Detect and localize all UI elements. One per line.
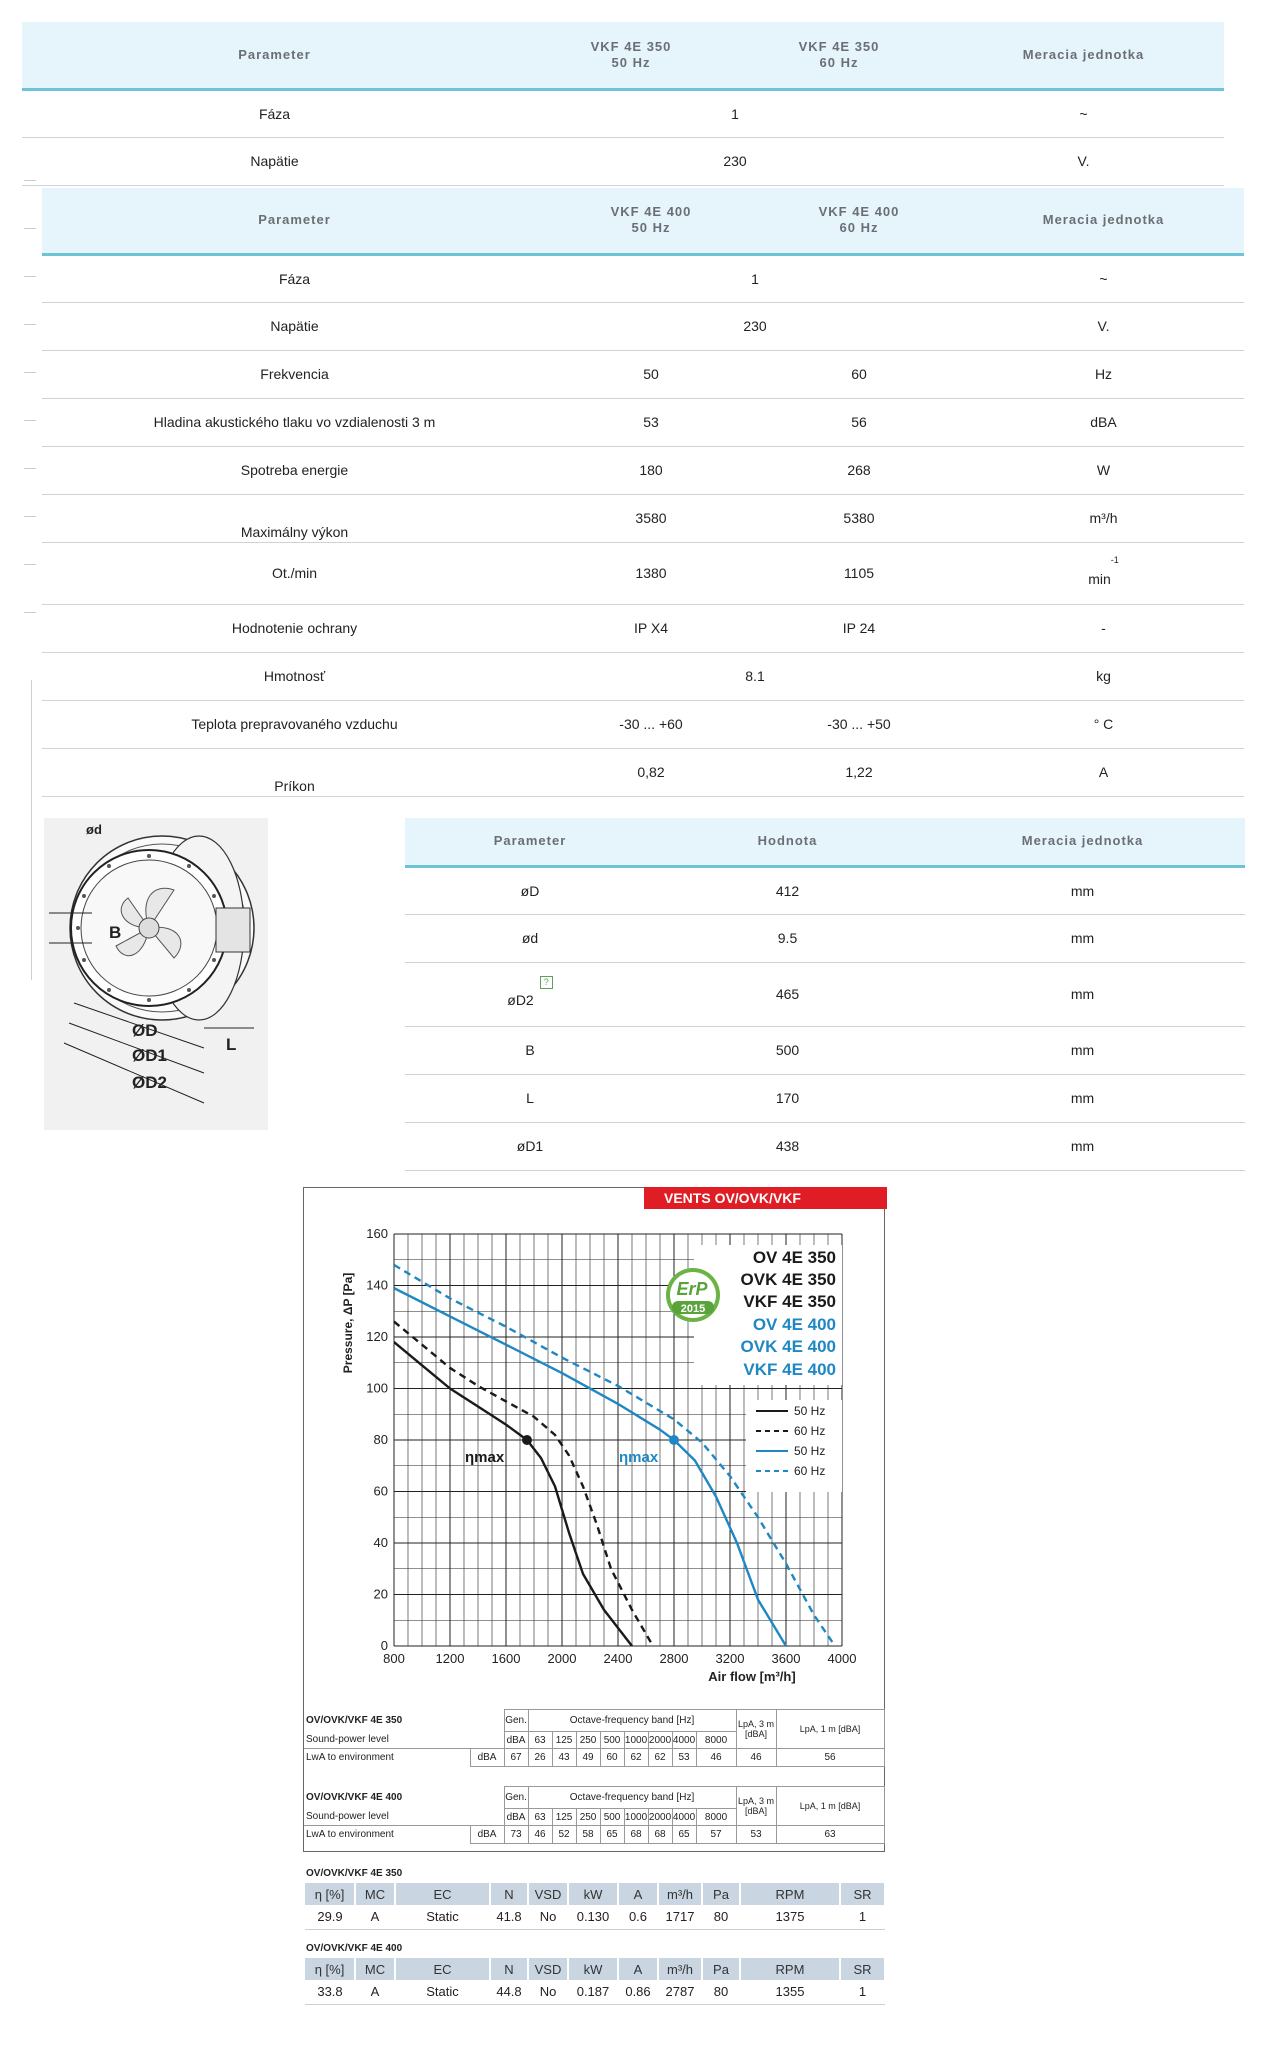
row-param-text: øD2 xyxy=(507,992,534,1008)
col-header-60hz: VKF 4E 400 60 Hz xyxy=(755,188,963,254)
row-param: ød xyxy=(405,914,655,962)
octave-value: 26 xyxy=(528,1749,552,1767)
row-value-50hz: IP X4 xyxy=(547,604,755,652)
table-row xyxy=(42,652,1244,700)
row-param xyxy=(405,962,655,1026)
row-label: Teplota prepravovaného vzduchu xyxy=(42,700,547,748)
dimensions-table xyxy=(405,818,1245,1171)
model-label-ov-400: OV 4E 400 xyxy=(752,1315,836,1334)
legend-label: 60 Hz xyxy=(794,1464,826,1478)
erp-value: 1 xyxy=(840,1980,885,2004)
erp-head: η [%] xyxy=(305,1958,355,1980)
row-unit: A xyxy=(963,748,1244,796)
x-axis-label: Air flow [m³/h] xyxy=(708,1669,796,1684)
erp-badge xyxy=(666,1268,720,1322)
row-value-60hz: 56 xyxy=(755,398,963,446)
row-unit: mm xyxy=(920,962,1245,1026)
octave-head: 125 xyxy=(552,1732,576,1749)
octave-head: 8000 xyxy=(696,1809,736,1826)
table-row xyxy=(42,254,1244,302)
row-unit: ~ xyxy=(963,254,1244,302)
octave-title: OV/OVK/VKF 4E 400 xyxy=(306,1792,403,1803)
octave-head: 2000 xyxy=(648,1809,672,1826)
row-value: 9.5 xyxy=(655,914,920,962)
erp-value: 1375 xyxy=(740,1905,840,1929)
label-d-small: ød xyxy=(86,822,102,837)
x-tick-label: 2400 xyxy=(603,1651,633,1666)
octave-head: 250 xyxy=(576,1809,600,1826)
row-unit: dBA xyxy=(963,398,1244,446)
dimension-diagram xyxy=(44,818,268,1130)
erp-value: 1355 xyxy=(740,1980,840,2004)
table-row xyxy=(42,302,1244,350)
octave-lpa1: LpA, 1 m [dBA] xyxy=(776,1787,884,1826)
x-tick-label: 1200 xyxy=(435,1651,465,1666)
eta-label: ηmax xyxy=(465,1449,505,1466)
octave-lpa1-value: 56 xyxy=(776,1749,884,1767)
erp-head: EC xyxy=(395,1883,490,1905)
row-label: Napätie xyxy=(42,302,547,350)
erp-table-title: OV/OVK/VKF 4E 400 xyxy=(306,1943,403,1954)
spec-table-vkf-350 xyxy=(22,22,1224,186)
octave-head: dBA xyxy=(504,1732,528,1749)
octave-value: 43 xyxy=(552,1749,576,1767)
erp-head: A xyxy=(618,1883,658,1905)
x-tick-label: 2800 xyxy=(659,1651,689,1666)
row-value-50hz: 1380 xyxy=(547,542,755,604)
col-header-unit: Meracia jednotka xyxy=(920,818,1245,866)
erp-value: A xyxy=(355,1980,395,2004)
table-row xyxy=(42,700,1244,748)
x-tick-label: 3200 xyxy=(715,1651,745,1666)
y-tick-label: 140 xyxy=(366,1277,388,1293)
left-edge-ticks xyxy=(24,180,36,650)
octave-head: 500 xyxy=(600,1732,624,1749)
octave-lpa1-value: 63 xyxy=(776,1826,884,1844)
octave-value: 57 xyxy=(696,1826,736,1844)
erp-value: 1 xyxy=(840,1905,885,1929)
col-header-parameter: Parameter xyxy=(405,818,655,866)
row-label: Spotreba energie xyxy=(42,446,547,494)
row-label: Fáza xyxy=(22,89,527,137)
erp-value: 0.187 xyxy=(568,1980,618,2004)
erp-table-title: OV/OVK/VKF 4E 350 xyxy=(306,1868,403,1879)
octave-value: 65 xyxy=(600,1826,624,1844)
row-unit: ° C xyxy=(963,700,1244,748)
erp-head: MC xyxy=(355,1883,395,1905)
octave-value: 62 xyxy=(624,1749,648,1767)
erp-value: Static xyxy=(395,1980,490,2004)
row-label: Hodnotenie ochrany xyxy=(42,604,547,652)
erp-head: MC xyxy=(355,1958,395,1980)
erp-head: N xyxy=(490,1958,528,1980)
erp-head: Pa xyxy=(702,1883,740,1905)
table-row xyxy=(405,1026,1245,1074)
table-row xyxy=(42,542,1244,604)
row-unit: mm xyxy=(920,1122,1245,1170)
octave-head: 2000 xyxy=(648,1732,672,1749)
col-header-unit: Meracia jednotka xyxy=(943,22,1224,89)
x-tick-label: 1600 xyxy=(491,1651,521,1666)
octave-band-label: Octave-frequency band [Hz] xyxy=(528,1787,736,1809)
row-label: Ot./min xyxy=(42,542,547,604)
octave-gen: Gen. xyxy=(504,1787,528,1809)
table-row xyxy=(405,1122,1245,1170)
x-tick-label: 800 xyxy=(383,1651,405,1666)
y-axis-label: Pressure, ΔP [Pa] xyxy=(341,1272,355,1374)
eta-label: ηmax xyxy=(619,1449,659,1466)
erp-table-350 xyxy=(305,1883,886,1930)
row-param: øD1 xyxy=(405,1122,655,1170)
row-param: øD xyxy=(405,866,655,914)
octave-band-label: Octave-frequency band [Hz] xyxy=(528,1710,736,1732)
row-value: 8.1 xyxy=(547,652,963,700)
chart-legend xyxy=(746,1400,842,1492)
octave-head: 63 xyxy=(528,1809,552,1826)
row-value-50hz: 3580 xyxy=(547,494,755,542)
octave-value: 65 xyxy=(672,1826,696,1844)
col-header-parameter: Parameter xyxy=(22,22,527,89)
row-value: 230 xyxy=(547,302,963,350)
performance-chart-panel xyxy=(303,1187,885,1852)
row-unit: - xyxy=(963,604,1244,652)
erp-value: 1717 xyxy=(658,1905,702,1929)
table-row xyxy=(42,398,1244,446)
table-row xyxy=(405,866,1245,914)
row-unit: mm xyxy=(920,1074,1245,1122)
table-row xyxy=(405,1074,1245,1122)
row-label: Napätie xyxy=(22,137,527,185)
erp-value: 0.86 xyxy=(618,1980,658,2004)
octave-lpa1: LpA, 1 m [dBA] xyxy=(776,1710,884,1749)
spec-table-vkf-400 xyxy=(42,188,1244,797)
erp-head: EC xyxy=(395,1958,490,1980)
unit-superscript: -1 xyxy=(1110,554,1119,565)
octave-table-350 xyxy=(304,1709,885,1767)
table-row xyxy=(42,350,1244,398)
row-param: B xyxy=(405,1026,655,1074)
octave-row-label: Sound-power level xyxy=(304,1809,504,1826)
erp-value: 0.130 xyxy=(568,1905,618,1929)
row-unit: mm xyxy=(920,914,1245,962)
row-param: L xyxy=(405,1074,655,1122)
y-tick-label: 120 xyxy=(366,1329,388,1344)
legend-label: 50 Hz xyxy=(794,1444,826,1458)
col-header-60hz: VKF 4E 350 60 Hz xyxy=(735,22,943,89)
octave-lpa3-value: 53 xyxy=(736,1826,776,1844)
erp-badge-title: ErP xyxy=(676,1279,708,1299)
octave-unit: dBA xyxy=(470,1749,504,1767)
table-row xyxy=(42,748,1244,796)
col-header-unit: Meracia jednotka xyxy=(963,188,1244,254)
octave-lpa3: LpA, 3 m [dBA] xyxy=(736,1710,776,1749)
x-tick-label: 3600 xyxy=(771,1651,801,1666)
row-unit: V. xyxy=(963,302,1244,350)
octave-gen: Gen. xyxy=(504,1710,528,1732)
octave-title: OV/OVK/VKF 4E 350 xyxy=(306,1715,403,1726)
series-line xyxy=(394,1322,653,1646)
octave-head: 4000 xyxy=(672,1809,696,1826)
octave-value: 68 xyxy=(648,1826,672,1844)
erp-head: kW xyxy=(568,1883,618,1905)
octave-head: 1000 xyxy=(624,1809,648,1826)
model-label-ovk-350: OVK 4E 350 xyxy=(740,1270,836,1289)
table-row xyxy=(22,137,1224,185)
erp-value: 80 xyxy=(702,1980,740,2004)
row-unit: mm xyxy=(920,1026,1245,1074)
row-value: 412 xyxy=(655,866,920,914)
erp-value: 29.9 xyxy=(305,1905,355,1929)
octave-value: 58 xyxy=(576,1826,600,1844)
erp-head: m³/h xyxy=(658,1883,702,1905)
row-value-60hz: 1105 xyxy=(755,542,963,604)
erp-head: VSD xyxy=(528,1958,568,1980)
row-label: Hmotnosť xyxy=(42,652,547,700)
erp-value: 2787 xyxy=(658,1980,702,2004)
row-label: Hladina akustického tlaku vo vzdialenosti 3 m xyxy=(42,398,547,446)
y-tick-label: 80 xyxy=(373,1432,388,1447)
row-value-60hz: 60 xyxy=(755,350,963,398)
erp-head: kW xyxy=(568,1958,618,1980)
col-header-50hz: VKF 4E 400 50 Hz xyxy=(547,188,755,254)
series-line xyxy=(394,1342,632,1646)
erp-head: η [%] xyxy=(305,1883,355,1905)
y-tick-label: 160 xyxy=(366,1226,388,1241)
col-header-value: Hodnota xyxy=(655,818,920,866)
eta-point xyxy=(669,1435,679,1445)
row-value: 170 xyxy=(655,1074,920,1122)
octave-value: 73 xyxy=(504,1826,528,1844)
octave-head: 1000 xyxy=(624,1732,648,1749)
erp-table-400 xyxy=(305,1958,886,2005)
table-row xyxy=(405,962,1245,1026)
y-tick-label: 0 xyxy=(380,1638,388,1653)
erp-head: Pa xyxy=(702,1958,740,1980)
label-D: ØD xyxy=(132,1021,158,1040)
col-header-parameter: Parameter xyxy=(42,188,547,254)
row-value: 500 xyxy=(655,1026,920,1074)
row-value: 438 xyxy=(655,1122,920,1170)
octave-lpa3: LpA, 3 m [dBA] xyxy=(736,1787,776,1826)
y-tick-label: 100 xyxy=(366,1380,388,1396)
label-b: B xyxy=(109,923,122,942)
erp-head: VSD xyxy=(528,1883,568,1905)
table-row xyxy=(42,604,1244,652)
erp-value: A xyxy=(355,1905,395,1929)
row-label: Fáza xyxy=(42,254,547,302)
chart-banner: VENTS OV/OVK/VKF xyxy=(644,1187,887,1209)
row-value: 465 xyxy=(655,962,920,1026)
row-value-60hz: 1,22 xyxy=(755,748,963,796)
row-value: 1 xyxy=(527,89,943,137)
y-tick-label: 40 xyxy=(373,1535,388,1550)
erp-value: 0.6 xyxy=(618,1905,658,1929)
octave-table-400 xyxy=(304,1786,885,1844)
row-unit: W xyxy=(963,446,1244,494)
octave-head: 4000 xyxy=(672,1732,696,1749)
row-label: Príkon xyxy=(42,748,547,796)
octave-head: dBA xyxy=(504,1809,528,1826)
row-value-60hz: IP 24 xyxy=(755,604,963,652)
legend-label: 60 Hz xyxy=(794,1424,826,1438)
row-value-60hz: -30 ... +50 xyxy=(755,700,963,748)
octave-value: 49 xyxy=(576,1749,600,1767)
row-value-60hz: 5380 xyxy=(755,494,963,542)
erp-value: No xyxy=(528,1980,568,2004)
erp-value: No xyxy=(528,1905,568,1929)
erp-head: m³/h xyxy=(658,1958,702,1980)
row-unit: m³/h xyxy=(963,494,1244,542)
row-label: Frekvencia xyxy=(42,350,547,398)
erp-head: RPM xyxy=(740,1883,840,1905)
erp-value: 44.8 xyxy=(490,1980,528,2004)
octave-head: 125 xyxy=(552,1809,576,1826)
row-value-50hz: 180 xyxy=(547,446,755,494)
octave-value: 53 xyxy=(672,1749,696,1767)
table-header-row xyxy=(42,188,1244,254)
row-label: Maximálny výkon xyxy=(42,494,547,542)
erp-head: RPM xyxy=(740,1958,840,1980)
label-L: L xyxy=(226,1035,237,1054)
erp-badge-year: 2015 xyxy=(680,1303,706,1315)
octave-value: 52 xyxy=(552,1826,576,1844)
erp-head: SR xyxy=(840,1958,885,1980)
table-row xyxy=(22,89,1224,137)
eta-point xyxy=(522,1435,532,1445)
row-unit: ~ xyxy=(943,89,1224,137)
octave-unit: dBA xyxy=(470,1826,504,1844)
octave-row-label: Sound-power level xyxy=(304,1732,504,1749)
row-unit: mm xyxy=(920,866,1245,914)
octave-head: 500 xyxy=(600,1809,624,1826)
row-value-60hz: 268 xyxy=(755,446,963,494)
octave-head: 250 xyxy=(576,1732,600,1749)
table-header-row xyxy=(22,22,1224,89)
row-unit: V. xyxy=(943,137,1224,185)
erp-head: SR xyxy=(840,1883,885,1905)
row-value: 230 xyxy=(527,137,943,185)
octave-head: 8000 xyxy=(696,1732,736,1749)
row-value-50hz: 50 xyxy=(547,350,755,398)
erp-head: A xyxy=(618,1958,658,1980)
octave-value: 67 xyxy=(504,1749,528,1767)
help-icon[interactable]: ? xyxy=(540,976,553,989)
row-unit: Hz xyxy=(963,350,1244,398)
model-label-ov-350: OV 4E 350 xyxy=(752,1248,836,1267)
octave-value: 46 xyxy=(696,1749,736,1767)
table-row xyxy=(405,914,1245,962)
row-value-50hz: 53 xyxy=(547,398,755,446)
model-label-vkf-350: VKF 4E 350 xyxy=(743,1292,836,1311)
octave-lpa3-value: 46 xyxy=(736,1749,776,1767)
octave-row-label: LwA to environment xyxy=(306,1752,394,1764)
erp-value: Static xyxy=(395,1905,490,1929)
row-value-50hz: -30 ... +60 xyxy=(547,700,755,748)
unit-text: min xyxy=(1088,571,1111,588)
octave-value: 62 xyxy=(648,1749,672,1767)
row-value-50hz: 0,82 xyxy=(547,748,755,796)
erp-value: 33.8 xyxy=(305,1980,355,2004)
erp-head: N xyxy=(490,1883,528,1905)
erp-value: 41.8 xyxy=(490,1905,528,1929)
row-value: 1 xyxy=(547,254,963,302)
legend-label: 50 Hz xyxy=(794,1404,826,1418)
table-header-row xyxy=(405,818,1245,866)
model-label-vkf-400: VKF 4E 400 xyxy=(743,1360,836,1379)
row-unit xyxy=(963,542,1244,604)
y-tick-label: 20 xyxy=(373,1586,388,1602)
left-edge-line xyxy=(31,680,32,980)
x-tick-label: 4000 xyxy=(827,1651,857,1666)
erp-value: 80 xyxy=(702,1905,740,1929)
octave-value: 68 xyxy=(624,1826,648,1844)
label-D2: ØD2 xyxy=(132,1073,167,1092)
y-tick-label: 60 xyxy=(373,1483,388,1499)
octave-value: 46 xyxy=(528,1826,552,1844)
label-D1: ØD1 xyxy=(132,1046,167,1065)
row-unit: kg xyxy=(963,652,1244,700)
fan-drawing xyxy=(44,818,268,1130)
table-row xyxy=(42,446,1244,494)
col-header-50hz: VKF 4E 350 50 Hz xyxy=(527,22,735,89)
model-label-ovk-400: OVK 4E 400 xyxy=(740,1337,836,1356)
octave-value: 60 xyxy=(600,1749,624,1767)
octave-head: 63 xyxy=(528,1732,552,1749)
octave-row-label: LwA to environment xyxy=(306,1829,394,1841)
table-row xyxy=(42,494,1244,542)
x-tick-label: 2000 xyxy=(547,1651,577,1666)
